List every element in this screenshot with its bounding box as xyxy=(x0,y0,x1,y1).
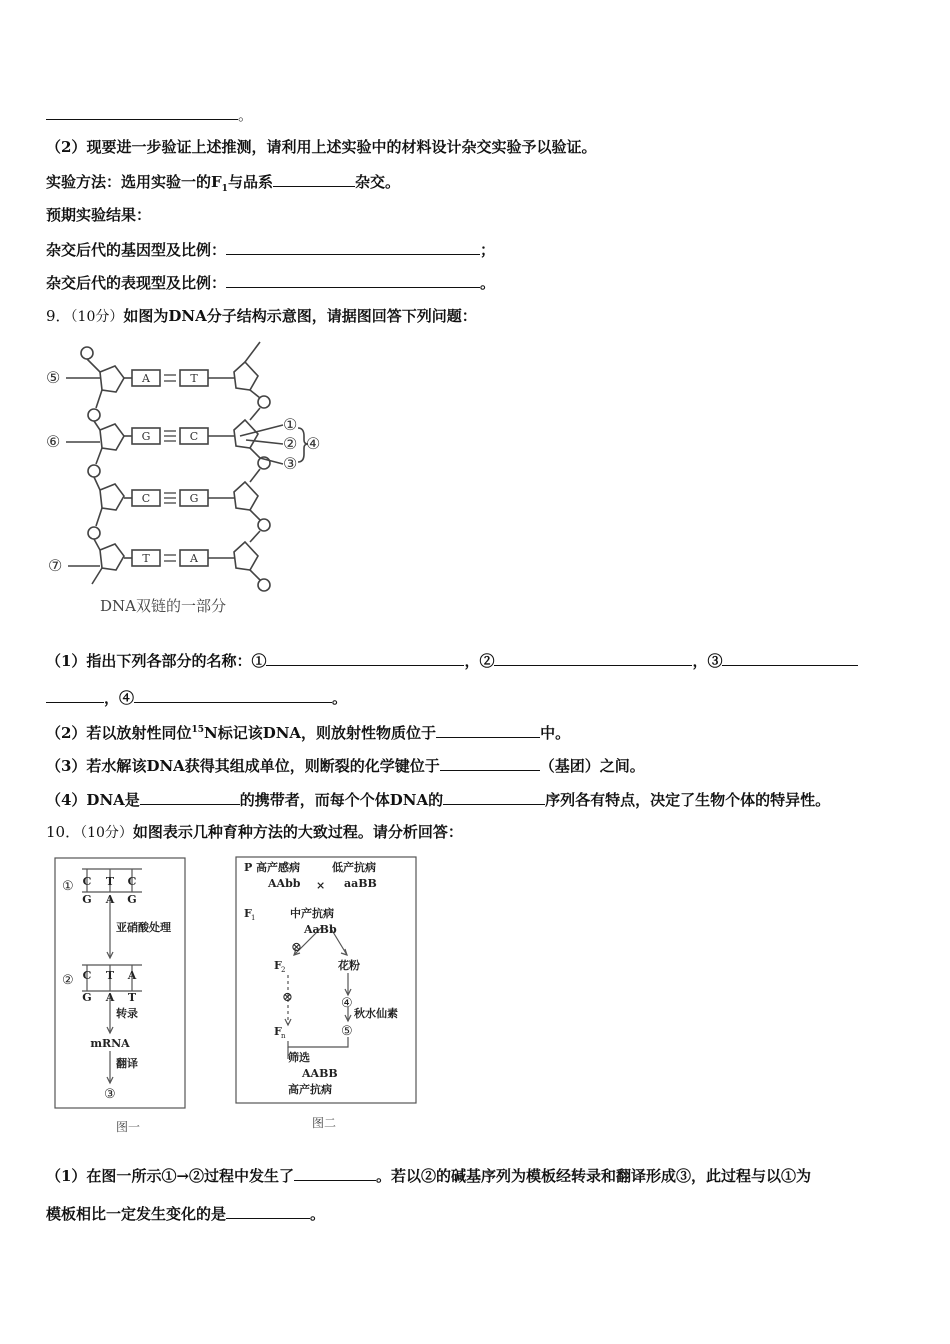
q9-part2: （2）若以放射性同位$^{15}$N标记该DNA，则放射性物质位于 中。 xyxy=(46,724,571,742)
q9-part3: （3）若水解该DNA获得其组成单位，则断裂的化学键位于 （基团）之间。 xyxy=(46,757,645,775)
selfing-symbol: ⊗ xyxy=(291,940,302,955)
label-4: ④ xyxy=(306,434,321,453)
dna-structure-figure xyxy=(40,336,340,626)
q10-part1-b: 模板相比一定发生变化的是 。 xyxy=(46,1205,326,1223)
base: C xyxy=(127,875,137,888)
answer-blank[interactable] xyxy=(140,789,240,805)
label-7: ⑦ xyxy=(48,556,63,575)
base: G xyxy=(127,893,137,906)
p-label: P xyxy=(244,861,253,874)
result-genotype: AABB xyxy=(302,1067,338,1080)
f1-label: F xyxy=(244,907,252,920)
result-phenotype: 高产抗病 xyxy=(288,1083,332,1096)
base: C xyxy=(82,875,92,888)
base-label: C xyxy=(141,492,151,505)
step-label: 亚硝酸处理 xyxy=(116,921,171,934)
q9-part1-a: （1）指出下列各部分的名称：① ，② ，③ xyxy=(46,650,858,671)
answer-blank[interactable] xyxy=(440,755,540,771)
genotype: AAbb xyxy=(268,877,301,890)
f1-phenotype: 中产抗病 xyxy=(290,907,334,920)
base: T xyxy=(127,991,137,1004)
q9-stem: 9．（10分）如图为DNA分子结构示意图，请据图回答下列问题： xyxy=(46,307,477,325)
answer-blank[interactable] xyxy=(46,104,238,120)
q8-part2: （2）现要进一步验证上述推测，请利用上述实验中的材料设计杂交实验予以验证。 xyxy=(46,138,597,156)
colchicine-label: 秋水仙素 xyxy=(354,1007,398,1020)
svg-text:n: n xyxy=(281,1032,286,1040)
label-3: ③ xyxy=(283,454,298,473)
base-label: A xyxy=(142,372,150,385)
q8-genotype: 杂交后代的基因型及比例： ； xyxy=(46,241,496,259)
base: G xyxy=(82,893,92,906)
base-label: C xyxy=(189,430,199,443)
label-1: ① xyxy=(283,415,298,434)
marker-1: ① xyxy=(62,879,74,894)
cross-symbol: × xyxy=(316,879,326,892)
q8-phenotype: 杂交后代的表现型及比例： 。 xyxy=(46,274,496,292)
breeding-figure-2 xyxy=(234,855,424,1140)
answer-blank[interactable] xyxy=(443,789,545,805)
figure-caption: DNA双链的一部分 xyxy=(100,597,226,615)
step-label: 转录 xyxy=(116,1007,138,1020)
answer-blank-1[interactable] xyxy=(266,650,464,666)
base: C xyxy=(82,969,92,982)
base-label: A xyxy=(190,552,198,565)
top-answer-line: 。 xyxy=(46,104,253,125)
answer-blank[interactable] xyxy=(226,239,480,255)
svg-text:2: 2 xyxy=(281,966,286,974)
answer-blank[interactable] xyxy=(436,722,540,738)
base-label: G xyxy=(189,492,199,505)
breeding-figure-1 xyxy=(52,855,192,1140)
label-6: ⑥ xyxy=(46,432,61,451)
base: A xyxy=(127,969,137,982)
base: A xyxy=(105,893,115,906)
base-label: G xyxy=(141,430,151,443)
f2-label: F xyxy=(274,959,282,972)
label-2: ② xyxy=(283,434,298,453)
figure-caption: 图二 xyxy=(312,1116,337,1130)
selfing-symbol: ⊗ xyxy=(282,990,293,1005)
marker-4: ④ xyxy=(341,996,353,1011)
q8-expected: 预期实验结果： xyxy=(46,206,152,224)
answer-blank[interactable] xyxy=(226,272,480,288)
parent2-label: 低产抗病 xyxy=(332,861,376,874)
base: G xyxy=(82,991,92,1004)
svg-text:1: 1 xyxy=(251,914,256,922)
f1-genotype: AaBb xyxy=(304,923,337,936)
marker-5: ⑤ xyxy=(341,1024,353,1039)
base-label: T xyxy=(142,552,150,565)
fn-label: F xyxy=(274,1025,282,1038)
answer-blank-4[interactable] xyxy=(134,687,332,703)
answer-blank[interactable] xyxy=(226,1203,310,1219)
step-label: 翻译 xyxy=(116,1057,138,1070)
q9-part4: （4）DNA是 的携带者，而每个个体DNA的 序列各有特点，决定了生物个体的特异性。 xyxy=(46,791,831,809)
parent1-label: 高产感病 xyxy=(256,861,300,874)
screen-label: 筛选 xyxy=(288,1051,310,1064)
q10-stem: 10．（10分）如图表示几种育种方法的大致过程。请分析回答： xyxy=(46,823,463,841)
answer-blank[interactable] xyxy=(273,171,355,187)
answer-blank-3[interactable] xyxy=(722,650,858,666)
marker-3: ③ xyxy=(104,1087,116,1102)
answer-blank[interactable] xyxy=(294,1165,376,1181)
answer-blank-2[interactable] xyxy=(494,650,692,666)
base: T xyxy=(105,969,115,982)
q9-part1-b: ，④ 。 xyxy=(46,687,347,708)
figure-caption: 图一 xyxy=(116,1120,141,1134)
mrna-label: mRNA xyxy=(90,1037,130,1050)
answer-blank-3-cont[interactable] xyxy=(46,687,104,703)
base: T xyxy=(105,875,115,888)
marker-2: ② xyxy=(62,973,74,988)
base-label: T xyxy=(190,372,198,385)
base: A xyxy=(105,991,115,1004)
label-5: ⑤ xyxy=(46,368,61,387)
q10-part1-a: （1）在图一所示①→②过程中发生了 。若以②的碱基序列为模板经转录和翻译形成③，此过程与以①为 xyxy=(46,1167,812,1185)
q8-method: 实验方法：选用实验一的$F_1$与品系 杂交。 xyxy=(46,173,400,194)
genotype: aaBB xyxy=(344,877,377,890)
pollen-label: 花粉 xyxy=(338,959,360,972)
